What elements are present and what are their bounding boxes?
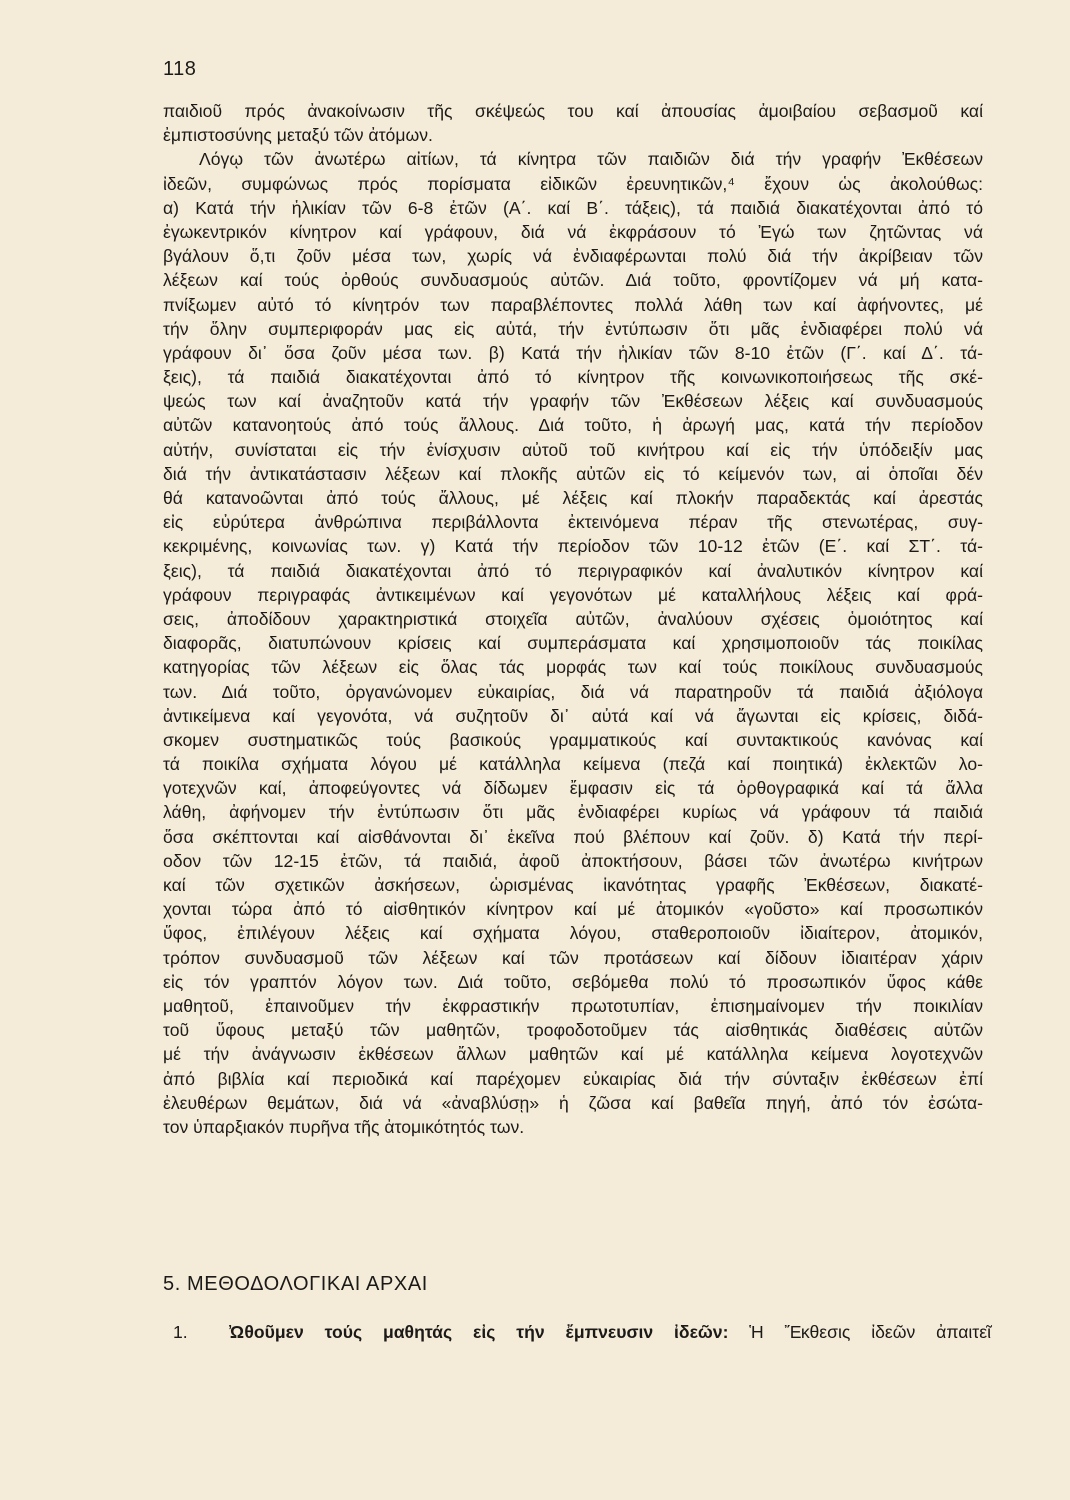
text-line: ὅσα σκέπτονται καί αἰσθάνονται δι᾿ ἐκεῖνα πού βλέπουν καί ζοῦν. δ) Κατά τήν περί- [163,826,983,847]
text-line: ἀπό βιβλία καί περιοδικά καί παρέχομεν εὐκαιρίας διά τήν σύνταξιν ἐκθέσεων ἐπί [163,1068,983,1089]
text-line: λέξεων καί τούς ὀρθούς συνδυασμούς αὐτῶν. Διά τοῦτο, φροντίζομεν νά μή κατα- [163,270,983,291]
text-line: μέ τήν ἀνάγνωσιν ἐκθέσεων ἄλλων μαθητῶν καί μέ κατάλληλα κείμενα λογοτεχνῶν [163,1044,983,1065]
text-line: ἰδεῶν, συμφώνως πρός πορίσματα εἰδικῶν ἐρευνητικῶν,⁴ ἔχουν ὡς ἀκολούθως: [163,173,983,194]
text-line: γράφουν περιγραφάς ἀντικειμένων καί γεγονότων μέ καταλλήλους λέξεις καί φρά- [163,584,983,605]
text-line: ψεώς των καί ἀναζητοῦν κατά τήν γραφήν τῶν Ἐκθέσεων λέξεις καί συνδυασμούς [163,391,983,412]
text-line: λάθη, ἀφήνομεν τήν ἐντύπωσιν ὅτι μᾶς ἐνδιαφέρει κυρίως νά γράφουν τά παιδιά [163,802,983,823]
list-item [173,1322,991,1343]
text-line: καί τῶν σχετικῶν ἀσκήσεων, ὡρισμένας ἱκανότητας γραφῆς Ἐκθέσεων, διακατέ- [163,875,983,895]
text-line: τον ὑπαρξιακόν πυρῆνα τῆς ἀτομικότητός των. [163,1116,525,1137]
text-line: κεκριμένης, κοινωνίας των. γ) Κατά τήν περίοδον τῶν 10-12 ἐτῶν (Ε΄. καί ΣΤ΄. τά- [163,536,983,557]
text-line: βγάλουν ὅ,τι ζοῦν μέσα των, χωρίς νά ἐνδιαφέρωνται πολύ διά τήν ἀκρίβειαν τῶν [163,246,983,267]
text-line: γράφουν δι᾿ ὅσα ζοῦν μέσα των. β) Κατά τήν ἡλικίαν τῶν 8-10 ἐτῶν (Γ΄. καί Δ΄. τά- [163,342,983,363]
text-line: ἐμπιστοσύνης μεταξύ τῶν ἀτόμων. [163,125,433,146]
body-text [163,99,983,1139]
text-line: οδον τῶν 12-15 ἐτῶν, τά παιδιά, ἀφοῦ ἀποκτήσουν, βάσει τῶν ἀνωτέρω κινήτρων [163,850,983,871]
text-line: των. Διά τοῦτο, ὀργανώνομεν εὐκαιρίας, διά νά παρατηροῦν τά παιδιά ἀξιόλογα [163,681,983,702]
item-bold-text: Ὠθοῦμεν τούς μαθητάς εἰς τήν ἔμπνευσιν ἰδεῶν: [229,1322,729,1342]
text-line: τοῦ ὕφους μεταξύ τῶν μαθητῶν, τροφοδοτοῦμεν τάς αἰσθητικάς διαθέσεις αὐτῶν [163,1020,983,1041]
text-line: γοτεχνῶν καί, ἀποφεύγοντες νά δίδωμεν ἔμφασιν εἰς τά ὀρθογραφικά καί τά ἄλλα [163,778,983,799]
section-heading: 5. ΜΕΘΟΔΟΛΟΓΙΚΑΙ ΑΡΧΑΙ [163,1273,428,1295]
text-line: διαφορᾶς, διατυπώνουν κρίσεις καί συμπεράσματα καί χρησιμοποιοῦν τάς ποικίλας [163,633,983,654]
text-line: τρόπον συνδυασμοῦ τῶν λέξεων καί τῶν προτάσεων καί δίδουν ἰδιαιτέραν χάριν [163,947,983,968]
text-line: ἐλευθέρων θεμάτων, διά νά «ἀναβλύσῃ» ἡ ζῶσα καί βαθεῖα πηγή, ἀπό τόν ἐσώτα- [163,1092,983,1113]
page-number: 118 [163,58,197,80]
text-line: ὕφος, ἐπιλέγουν λέξεις καί σχήματα λόγου, σταθεροποιοῦν ἰδιαίτερον, ἀτομικόν, [163,923,983,944]
text-line: αὐτῶν κατανοητούς ἀπό τούς ἄλλους. Διά τοῦτο, ἡ ἀρωγή μας, κατά τήν περίοδον [163,415,983,436]
text-line: πνίξωμεν αὐτό τό κίνητρόν των παραβλέποντες πολλά λάθη των καί ἀφήνοντες, μέ [163,294,983,315]
text-line: ξεις), τά παιδιά διακατέχονται ἀπό τό περιγραφικόν καί ἀναλυτικόν κίνητρον καί [163,560,983,581]
text-line: θά κατανοῶνται ἀπό τούς ἄλλους, μέ λέξεις καί πλοκήν παραδεκτάς καί ἀρεστάς [163,488,983,508]
text-line: τά ποικίλα σχήματα λόγου μέ κατάλληλα κείμενα (πεζά καί ποιητικά) ἐκλεκτῶν λο- [163,754,983,775]
text-line: διά τήν ἀντικατάστασιν λέξεων καί πλοκῆς αὐτῶν εἰς τό κείμενόν των, αἱ ὁποῖαι δέν [163,463,983,484]
item-text: Ἡ Ἔκθεσις ἰδεῶν ἀπαιτεῖ [749,1322,991,1342]
text-line: τήν ὅλην συμπεριφοράν μας εἰς αὐτά, τήν ἐντύπωσιν ὅτι μᾶς ἐνδιαφέρει πολύ νά [163,318,983,339]
text-line: ξεις), τά παιδιά διακατέχονται ἀπό τό κίνητρον τῆς κοινωνικοποιήσεως τῆς σκέ- [163,367,983,388]
text-line: σκομεν συστηματικῶς τούς βασικούς γραμματικούς καί συντακτικούς κανόνας καί [163,729,983,750]
text-line: μαθητοῦ, ἐπαινοῦμεν τήν ἐκφραστικήν πρωτοτυπίαν, ἐπισημαίνομεν τήν ποικιλίαν [163,995,983,1016]
text-line: α) Κατά τήν ἡλικίαν τῶν 6-8 ἐτῶν (Α΄. καί Β΄. τάξεις), τά παιδιά διακατέχονται ἀπό τό [163,197,983,218]
text-line: σεις, ἀποδίδουν χαρακτηριστικά στοιχεῖα αὐτῶν, ἀναλύουν σχέσεις ὁμοιότητος καί [163,608,983,629]
item-number: 1. [173,1322,188,1342]
text-line: εἰς τόν γραπτόν λόγον των. Διά τοῦτο, σεβόμεθα πολύ τό προσωπικόν ὕφος κάθε [163,971,983,992]
text-line: ἀντικείμενα καί γεγονότα, νά συζητοῦν δι᾿ αὐτά καί νά ἄγωνται εἰς κρίσεις, διδά- [163,705,983,726]
text-line: ἐγωκεντρικόν κίνητρον καί γράφουν, διά νά ἐκφράσουν τό Ἐγώ των ζητῶντας νά [163,221,983,242]
text-line: Λόγῳ τῶν ἀνωτέρω αἰτίων, τά κίνητρα τῶν παιδιῶν διά τήν γραφήν Ἐκθέσεων [199,149,983,170]
text-line: αὐτήν, συνίσταται εἰς τήν ἐνίσχυσιν αὐτοῦ τοῦ κινήτρου καί εἰς τήν ὑπόδειξίν μας [163,439,983,460]
text-line: κατηγορίας τῶν λέξεων εἰς ὅλας τάς μορφάς των καί τούς ποικίλους συνδυασμούς [163,657,983,678]
text-line: εἰς εὐρύτερα ἀνθρώπινα περιβάλλοντα ἐκτεινόμενα πέραν τῆς στενωτέρας, συγ- [163,512,983,533]
text-line: παιδιοῦ πρός ἀνακοίνωσιν τῆς σκέψεώς του καί ἀπουσίας ἀμοιβαίου σεβασμοῦ καί [163,101,983,121]
text-line: χονται τώρα ἀπό τό αἰσθητικόν κίνητρον καί μέ ἀτομικόν «γοῦστο» καί προσωπικόν [163,899,983,920]
